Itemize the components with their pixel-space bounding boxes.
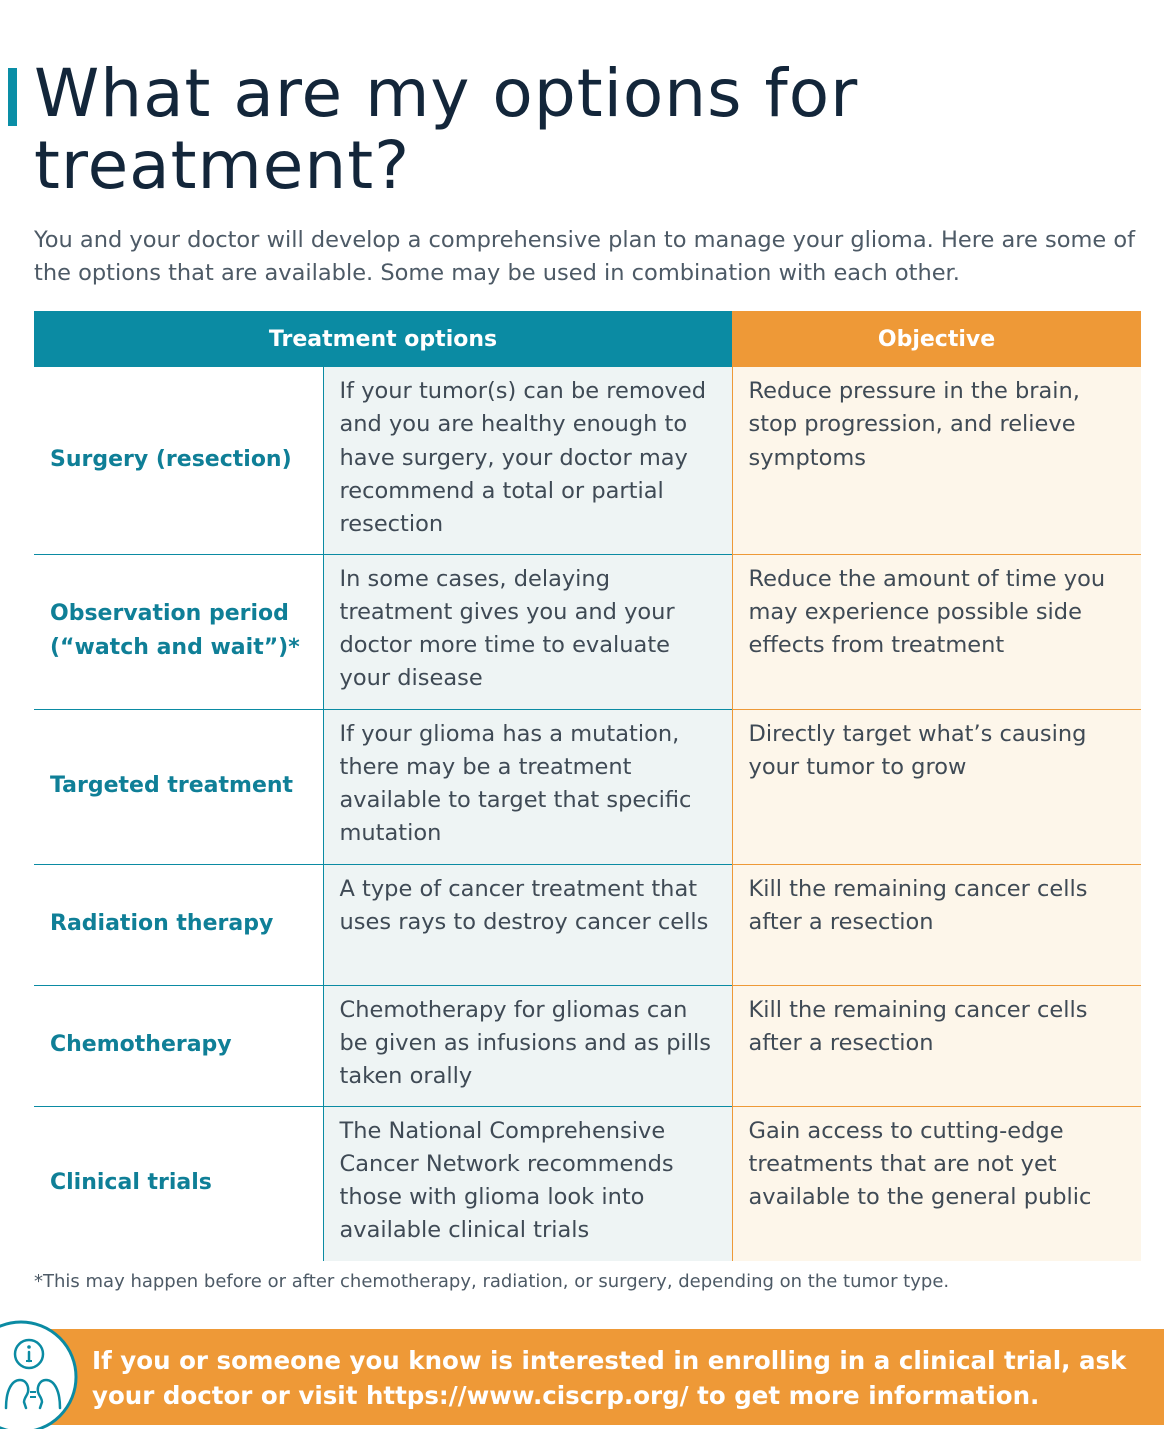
header-objective: Objective [732, 311, 1141, 367]
treatment-options-table [34, 311, 1141, 1261]
intro-text: You and your doctor will develop a comprehensive plan to manage your glioma. Here are some of the options that are available. Some may be used in combination with each other. [34, 227, 1136, 286]
treatment-objective: Kill the remaining cancer cells after a resection [732, 864, 1141, 985]
treatment-description: The National Comprehensive Cancer Network recommends those with glioma look into available clinical trials [323, 1106, 732, 1261]
treatment-objective: Reduce the amount of time you may experience possible side effects from treatment [732, 554, 1141, 709]
table-row [34, 985, 1141, 1106]
treatment-name: Targeted treatment [34, 709, 323, 864]
treatment-objective: Gain access to cutting-edge treatments that are not yet available to the general public [732, 1106, 1141, 1261]
page-title: What are my options for treatment? [34, 55, 859, 204]
table-row [34, 709, 1141, 864]
treatment-objective: Directly target what’s causing your tumor to grow [732, 709, 1141, 864]
treatment-description: A type of cancer treatment that uses rays to destroy cancer cells [323, 864, 732, 985]
header-treatment-options: Treatment options [34, 311, 732, 367]
table-header-row [34, 311, 1141, 367]
table-row [34, 864, 1141, 985]
table-row [34, 367, 1141, 554]
treatment-objective: Kill the remaining cancer cells after a resection [732, 985, 1141, 1106]
treatment-name: Clinical trials [34, 1106, 323, 1261]
treatment-description: In some cases, delaying treatment gives you and your doctor more time to evaluate your disease [323, 554, 732, 709]
treatment-description: If your tumor(s) can be removed and you are healthy enough to have surgery, your doctor may recommend a total or partial resection [323, 367, 732, 554]
clinical-trial-banner [38, 1329, 1164, 1425]
treatment-name: Chemotherapy [34, 985, 323, 1106]
treatment-description: If your glioma has a mutation, there may be a treatment available to target that specific mutation [323, 709, 732, 864]
footnote: *This may happen before or after chemotherapy, radiation, or surgery, depending on the tumor type. [34, 1271, 950, 1292]
treatment-objective: Reduce pressure in the brain, stop progression, and relieve symptoms [732, 367, 1141, 554]
banner-text: If you or someone you know is interested in enrolling in a clinical trial, ask your doctor or visit https://www.ciscrp.org/ to get more information. [92, 1346, 1127, 1410]
treatment-name: Observation period (“watch and wait”)* [34, 554, 323, 709]
info-conversation-icon [0, 1318, 80, 1429]
treatment-description: Chemotherapy for gliomas can be given as infusions and as pills taken orally [323, 985, 732, 1106]
title-accent-bar [8, 68, 17, 126]
table-row [34, 1106, 1141, 1261]
treatment-name: Surgery (resection) [34, 367, 323, 554]
treatment-name: Radiation therapy [34, 864, 323, 985]
table-row [34, 554, 1141, 709]
